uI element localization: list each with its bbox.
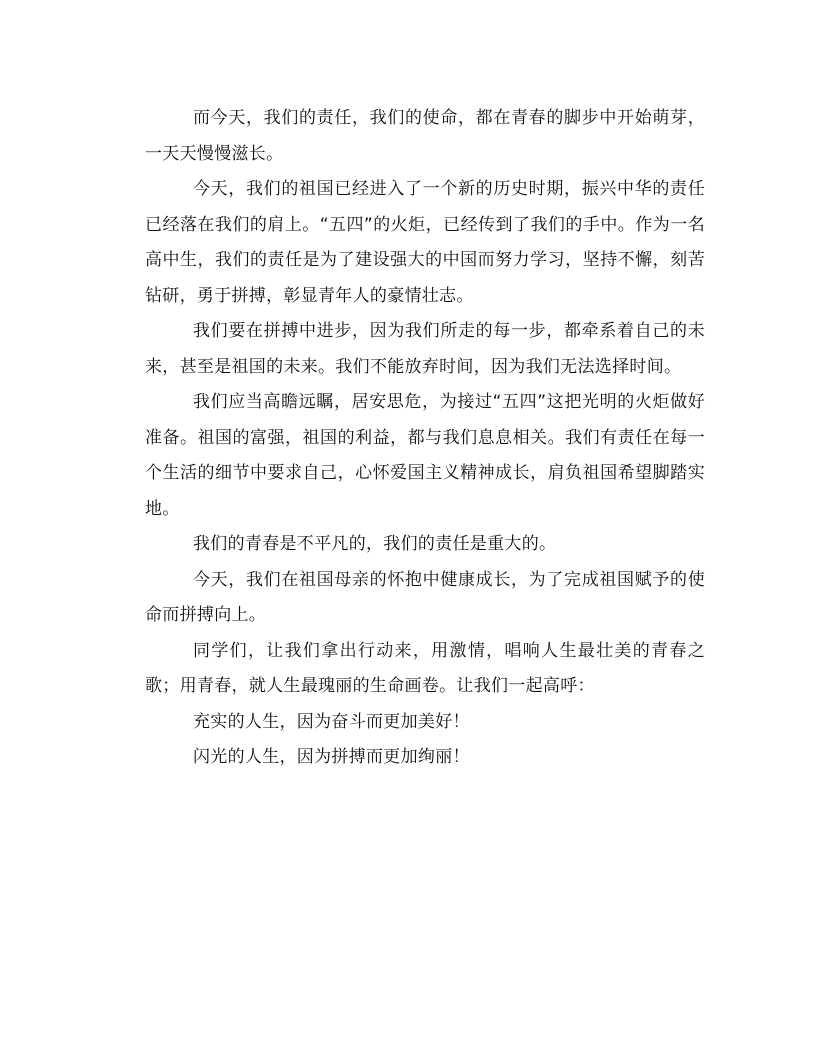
- paragraph-7: 同学们，让我们拿出行动来，用激情，唱响人生最壮美的青春之歌；用青春，就人生最瑰丽的生命画卷。让我们一起高呼：: [145, 640, 705, 696]
- paragraph-5: 我们的青春是不平凡的，我们的责任是重大的。: [193, 534, 557, 554]
- paragraph-4: 我们应当高瞻远瞩，居安思危，为接过“五四”这把光明的火炬做好准备。祖国的富强，祖国的利益，都与我们息息相关。我们有责任在每一个生活的细节中要求自己，心怀爱国主义精神成长，肩负祖国希望脚踏实地。: [145, 392, 705, 519]
- paragraph-2: 今天，我们的祖国已经进入了一个新的历史时期，振兴中华的责任已经落在我们的肩上。“五四”的火炬，已经传到了我们的手中。作为一名高中生，我们的责任是为了建设强大的中国而努力学习，坚持不懈，刻苦钻研，勇于拼搏，彰显青年人的豪情壮志。: [145, 179, 705, 306]
- paragraph-9: 闪光的人生，因为拼搏而更加绚丽！: [193, 747, 470, 767]
- paragraph-6: 今天，我们在祖国母亲的怀抱中健康成长，为了完成祖国赋予的使命而拼搏向上。: [145, 569, 705, 625]
- document-body: [145, 101, 705, 776]
- paragraph-8: 充实的人生，因为奋斗而更加美好！: [193, 711, 470, 732]
- paragraph-1: 而今天，我们的责任，我们的使命，都在青春的脚步中开始萌芽，一天天慢慢滋长。: [145, 108, 705, 164]
- paragraph-3: 我们要在拼搏中进步，因为我们所走的每一步，都牵系着自己的未来，甚至是祖国的未来。我们不能放弃时间，因为我们无法选择时间。: [145, 321, 705, 377]
